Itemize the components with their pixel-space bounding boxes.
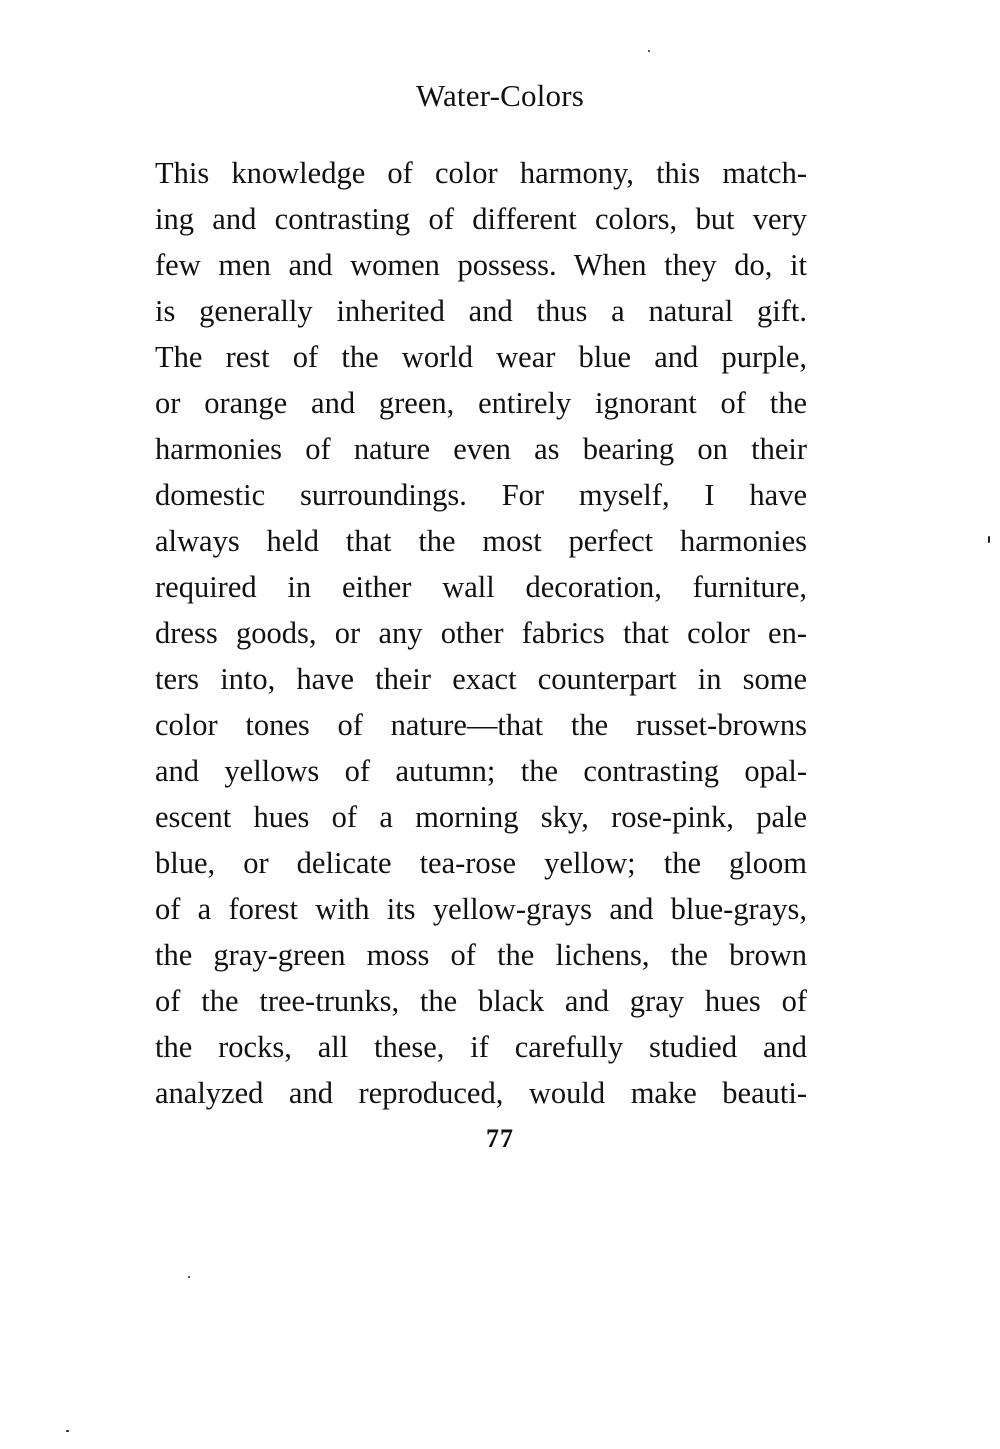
text-line: the rocks, all these, if carefully studied and: [155, 1030, 807, 1064]
scan-speck: [66, 1430, 69, 1432]
scan-speck: [648, 50, 650, 52]
text-line: ing and contrasting of different colors, but very: [155, 202, 807, 236]
text-line: few men and women possess. When they do, it: [155, 248, 807, 282]
text-line: of a forest with its yellow-grays and blue-grays,: [155, 892, 807, 926]
scan-speck: [988, 536, 990, 543]
text-line: required in either wall decoration, furniture,: [155, 570, 807, 604]
text-line: The rest of the world wear blue and purple,: [155, 340, 807, 374]
text-line: ters into, have their exact counterpart in some: [155, 662, 807, 696]
text-line: and yellows of autumn; the contrasting opal-: [155, 754, 807, 788]
text-line: the gray-green moss of the lichens, the brown: [155, 938, 807, 972]
running-title: Water-Colors: [415, 78, 584, 113]
text-line: harmonies of nature even as bearing on their: [155, 432, 807, 466]
text-line: blue, or delicate tea-rose yellow; the gloom: [155, 846, 807, 880]
text-line: always held that the most perfect harmonies: [155, 524, 807, 558]
page-number: 77: [486, 1124, 514, 1153]
text-line: domestic surroundings. For myself, I have: [155, 478, 807, 512]
text-line: analyzed and reproduced, would make beauti-: [155, 1076, 807, 1110]
text-line: escent hues of a morning sky, rose-pink, pale: [155, 800, 807, 834]
scan-speck: [188, 1276, 190, 1278]
text-line: of the tree-trunks, the black and gray hues of: [155, 984, 807, 1018]
text-line: dress goods, or any other fabrics that color en-: [155, 616, 807, 650]
text-line: or orange and green, entirely ignorant of the: [155, 386, 807, 420]
body-paragraph: [155, 150, 807, 1116]
text-line: color tones of nature—that the russet-browns: [155, 708, 807, 742]
text-line: This knowledge of color harmony, this match-: [155, 156, 807, 190]
text-line: is generally inherited and thus a natural gift.: [155, 294, 807, 328]
